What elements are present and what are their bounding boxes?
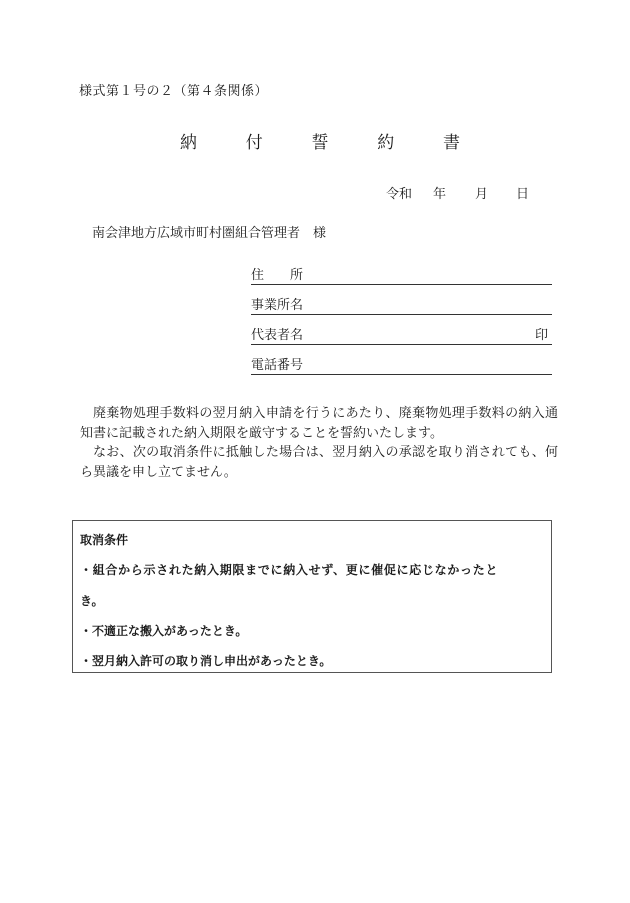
title-char: 付 <box>245 133 263 153</box>
condition-item: き。 <box>80 594 104 608</box>
address-label: 住 所 <box>251 268 304 283</box>
addressee: 南会津地方広域市町村圏組合管理者 様 <box>92 226 327 241</box>
phone-label: 電話番号 <box>251 358 304 373</box>
address-field <box>251 266 552 285</box>
condition-item: ・組合から示された納入期限までに納入せず、更に催促に応じなかったと <box>80 563 499 577</box>
phone-field <box>251 356 552 375</box>
date-year: 年 <box>433 187 447 202</box>
title-char: 書 <box>443 133 460 153</box>
conditions-heading: 取消条件 <box>80 533 129 547</box>
form-number: 様式第１号の２（第４条関係） <box>79 84 269 99</box>
title-char: 約 <box>377 133 395 153</box>
representative-field <box>251 326 552 345</box>
business-name-field <box>251 296 552 315</box>
representative-label: 代表者名 <box>251 328 304 343</box>
title-char: 納 <box>180 133 197 153</box>
pledge-paragraph: なお、次の取消条件に抵触した場合は、翌月納入の承認を取り消されても、何ら異議を申し立てません。 <box>80 445 558 480</box>
seal-mark: 印 <box>534 328 548 343</box>
cancellation-conditions-box <box>72 520 552 673</box>
date-month: 月 <box>475 187 489 202</box>
date-era: 令和 <box>386 187 413 202</box>
condition-item: ・不適正な搬入があったとき。 <box>80 624 248 638</box>
date-line <box>386 183 529 202</box>
document-title <box>180 128 460 153</box>
condition-item: ・翌月納入許可の取り消し申出があったとき。 <box>80 654 332 668</box>
title-char: 誓 <box>311 133 329 153</box>
pledge-body <box>80 404 558 482</box>
date-day: 日 <box>516 187 530 202</box>
business-name-label: 事業所名 <box>251 298 304 313</box>
pledge-paragraph: 廃棄物処理手数料の翌月納入申請を行うにあたり、廃棄物処理手数料の納入通知書に記載された納入期限を厳守することを誓約いたします。 <box>80 406 558 441</box>
